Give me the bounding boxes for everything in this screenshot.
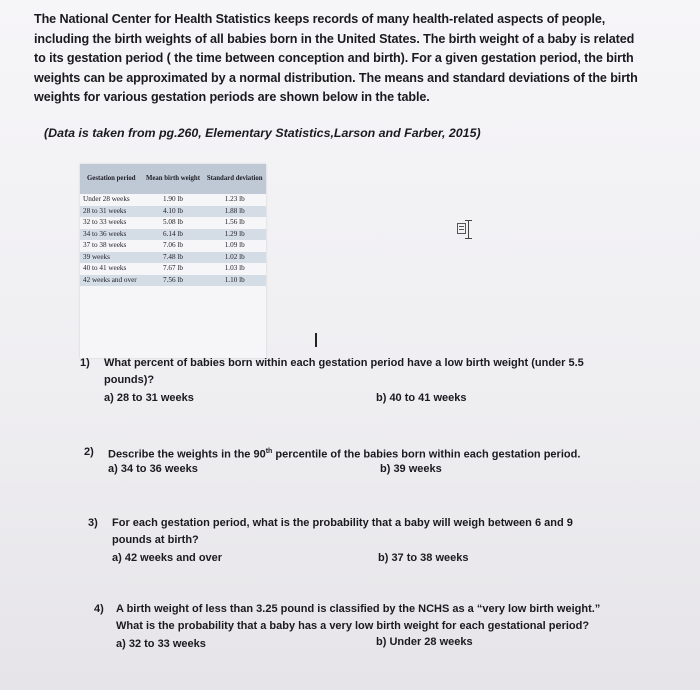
gestation-cell: 28 to 31 weeks — [80, 206, 143, 218]
question-number: 2) — [84, 446, 94, 458]
sd-cell: 1.88 lb — [203, 206, 266, 218]
part-b: b) 40 to 41 weeks — [376, 392, 467, 404]
stem-text: Describe the weights in the 90 — [108, 448, 266, 461]
question-1 — [80, 355, 640, 407]
gestation-cell: 39 weeks — [80, 252, 143, 264]
sd-cell: 1.02 lb — [203, 252, 266, 264]
text-caret — [315, 333, 317, 347]
table-row — [80, 206, 266, 218]
mean-cell: 7.56 lb — [143, 275, 204, 287]
table-row — [80, 194, 266, 206]
data-citation: (Data is taken from pg.260, Elementary Statistics,Larson and Farber, 2015) — [44, 126, 481, 140]
part-b: b) Under 28 weeks — [376, 636, 473, 648]
intro-line: weights for various gestation periods are shown below in the table. — [34, 90, 430, 104]
column-header-mean: Mean birth weight — [143, 164, 204, 194]
question-stem — [108, 444, 580, 463]
table-header-row — [80, 164, 266, 194]
table-row — [80, 217, 266, 229]
part-a: a) 28 to 31 weeks — [104, 392, 194, 404]
table-row — [80, 229, 266, 241]
sd-cell: 1.23 lb — [224, 195, 245, 203]
question-number: 1) — [80, 357, 90, 369]
question-number: 4) — [94, 603, 104, 615]
gestation-cell: 42 weeks and over — [80, 275, 143, 287]
column-header-sd: Standard deviation — [203, 164, 266, 194]
intro-paragraph — [34, 10, 674, 108]
table-row — [80, 252, 266, 264]
intro-line: weights can be approximated by a normal distribution. The means and standard deviations of the birth — [34, 70, 638, 85]
question-stem: For each gestation period, what is the probability that a baby will weigh between 6 and 9 — [112, 517, 573, 529]
text-cursor-icon — [457, 220, 473, 240]
sd-cell: 1.29 lb — [203, 229, 266, 241]
mean-cell: 7.67 lb — [162, 264, 183, 272]
question-number: 3) — [88, 517, 98, 529]
question-stem: What percent of babies born within each gestation period have a low birth weight (under 5.5 — [104, 357, 584, 369]
birth-weight-table-image — [80, 164, 266, 358]
part-b: b) 37 to 38 weeks — [378, 552, 469, 564]
gestation-cell: 34 to 36 weeks — [80, 229, 143, 241]
question-stem-cont: pounds)? — [104, 374, 155, 386]
part-a: a) 34 to 36 weeks — [108, 463, 198, 475]
intro-line: including the birth weights of all babies born in the United States. The birth weight of a baby is related — [34, 31, 635, 46]
mean-cell: 1.90 lb — [162, 195, 183, 203]
question-stem: A birth weight of less than 3.25 pound is classified by the NCHS as a “very low birth weight.” — [116, 603, 601, 615]
part-a: a) 32 to 33 weeks — [116, 638, 206, 650]
question-4 — [94, 601, 654, 653]
birth-weight-table — [80, 164, 266, 286]
gestation-cell: 37 to 38 weeks — [83, 241, 127, 249]
question-stem-cont: What is the probability that a baby has a very low birth weight for each gestational period? — [116, 620, 590, 632]
column-header-gestation: Gestation period — [80, 164, 143, 194]
question-stem-cont: pounds at birth? — [112, 534, 199, 546]
mean-cell: 7.48 lb — [143, 252, 204, 264]
mean-cell: 6.14 lb — [143, 229, 204, 241]
question-2 — [84, 444, 644, 480]
mean-cell: 4.10 lb — [143, 206, 204, 218]
sd-cell: 1.56 lb — [224, 218, 245, 226]
gestation-cell: Under 28 weeks — [83, 195, 130, 203]
table-row — [80, 275, 266, 287]
ordinal-superscript: th — [265, 448, 273, 455]
part-a: a) 42 weeks and over — [112, 552, 223, 564]
intro-line: The National Center for Health Statistics keeps records of many health-related aspects of people, — [34, 12, 606, 26]
sd-cell: 1.03 lb — [224, 264, 245, 272]
intro-line: to its gestation period ( the time between conception and birth). For a given gestation period, the birth — [34, 51, 634, 65]
gestation-cell: 32 to 33 weeks — [83, 218, 127, 226]
stem-text: percentile of the babies born within each gestation period. — [272, 448, 581, 461]
table-row — [80, 240, 266, 252]
table-row — [80, 263, 266, 275]
sd-cell: 1.10 lb — [203, 275, 266, 287]
gestation-cell: 40 to 41 weeks — [83, 264, 127, 272]
sd-cell: 1.09 lb — [224, 241, 245, 249]
mean-cell: 5.08 lb — [162, 218, 183, 226]
mean-cell: 7.06 lb — [162, 241, 183, 249]
question-3 — [88, 515, 648, 567]
part-b: b) 39 weeks — [380, 463, 442, 475]
